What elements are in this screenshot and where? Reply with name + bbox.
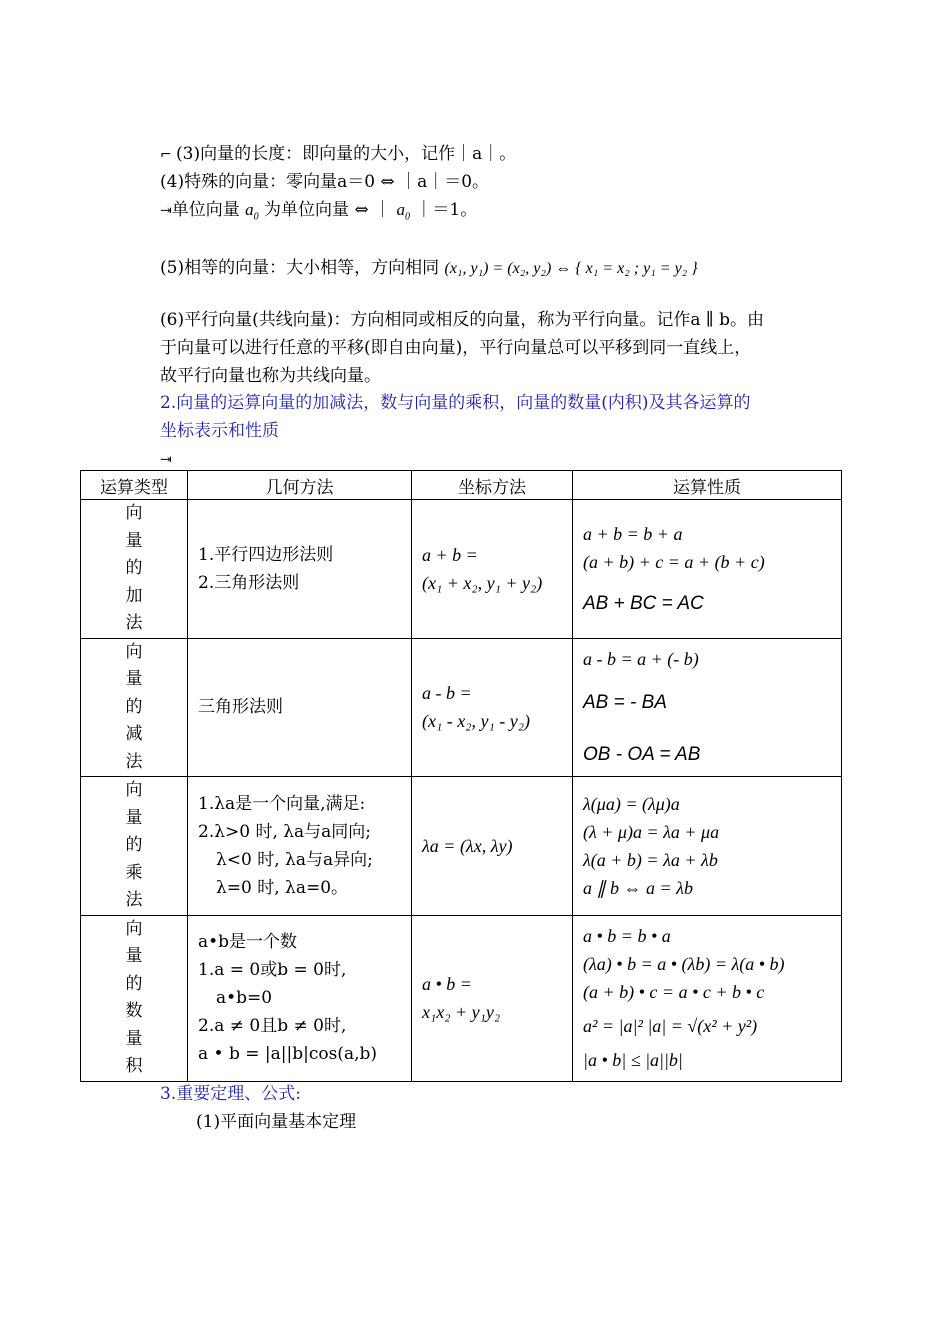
tab-mark-icon: ⇥ (160, 203, 172, 219)
paragraph-5: (5)相等的向量：大小相等，方向相同 (x₁, y₁) = (x₂, y₂) ⇔ { x₁ = x₂ ; y₁ = y₂ } (160, 258, 698, 278)
coordinate-cell: λa = (λx, λy) (412, 777, 573, 916)
properties-cell: a • b = b • a (λa) • b = a • (λb) = λ(a • b) (a + b) • c = a • c + b • c a² = |a|² |a| = √(x² + y²) |a • b| ≤ |a||b| (573, 915, 842, 1081)
table-row-subtraction (81, 638, 842, 777)
type-cell: 向 量 的 加 法 (81, 500, 188, 639)
type-cell: 向 量 的 数 量 积 (81, 915, 188, 1081)
paragraph-3: (3)向量的长度：即向量的大小，记作｜a｜。 (176, 144, 517, 164)
geometric-cell: 1.平行四边形法则 2.三角形法则 (188, 500, 412, 639)
paragraph-4b: ⇥单位向量 $a_0$ 为单位向量 ⇔ ｜ $a_0$ ｜＝1。 (160, 200, 478, 223)
coordinate-cell: a + b = (x₁ + x₂, y₁ + y₂) (412, 500, 573, 639)
type-cell: 向 量 的 减 法 (81, 638, 188, 777)
vector-operations-table (80, 470, 842, 1082)
iff-symbol: ⇔ (354, 200, 369, 220)
paragraph-4: (4)特殊的向量：零向量a＝0 ⇔ ｜a｜＝0。 (160, 172, 490, 192)
table-row-dot-product (81, 915, 842, 1081)
table-header-row (81, 471, 842, 500)
table-row-addition (81, 500, 842, 639)
section-2-heading-line-2: 坐标表示和性质 (160, 421, 279, 441)
header-geometric: 几何方法 (188, 471, 412, 500)
coordinate-cell: a - b = (x₁ - x₂, y₁ - y₂) (412, 638, 573, 777)
properties-cell: a - b = a + (- b) AB = - BA OB - OA = AB (573, 638, 842, 777)
section-3-heading: 3.重要定理、公式: (160, 1084, 301, 1104)
properties-cell: λ(μa) = (λμ)a (λ + μ)a = λa + μa λ(a + b) = λa + λb a ∥ b ⇔ a = λb (573, 777, 842, 916)
header-type: 运算类型 (81, 471, 188, 500)
tab-mark-icon: ⇥ (160, 452, 172, 468)
unit-vector-symbol: $a_0$ (245, 200, 259, 223)
coordinate-cell: a • b = x₁x₂ + y₁y₂ (412, 915, 573, 1081)
paragraph-6-line-2: 于向量可以进行任意的平移(即自由向量)，平行向量总可以平移到同一直线上， (160, 338, 752, 358)
paragraph-6-line-1: (6)平行向量(共线向量)：方向相同或相反的向量，称为平行向量。记作a ∥ b。由 (160, 310, 765, 330)
section-3-item-1: (1)平面向量基本定理 (196, 1112, 357, 1132)
properties-cell: a + b = b + a (a + b) + c = a + (b + c) AB + BC = AC (573, 500, 842, 639)
header-properties: 运算性质 (573, 471, 842, 500)
equality-formula: (x₁, y₁) = (x₂, y₂) ⇔ { x₁ = x₂ ; y₁ = y₂ } (444, 260, 698, 277)
geometric-cell: 三角形法则 (188, 638, 412, 777)
paragraph-6-line-3: 故平行向量也称为共线向量。 (160, 366, 381, 386)
section-2-heading-line-1: 2.向量的运算向量的加减法，数与向量的乘积，向量的数量(内积)及其各运算的 (160, 393, 751, 413)
header-coordinate: 坐标方法 (412, 471, 573, 500)
geometric-cell: 1.λa是一个向量,满足: 2.λ>0 时, λa与a同向; λ<0 时, λa与a异向; λ=0 时, λa=0。 (188, 777, 412, 916)
paragraph-mark-icon: ⌐ (160, 147, 172, 163)
geometric-cell: a•b是一个数 1.a = 0或b = 0时, a•b=0 2.a ≠ 0且b ≠ 0时, a • b = |a||b|cos(a,b) (188, 915, 412, 1081)
table-row-scalar-multiplication (81, 777, 842, 916)
type-cell: 向 量 的 乘 法 (81, 777, 188, 916)
